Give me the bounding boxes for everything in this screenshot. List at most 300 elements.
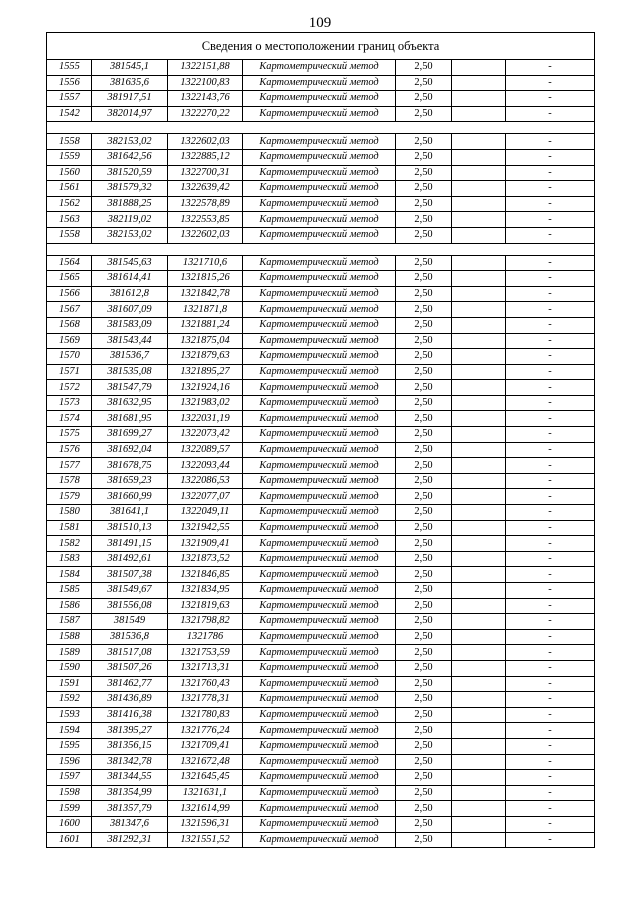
boundary-table	[46, 32, 595, 848]
table-cell: 2,50	[396, 255, 452, 271]
table-cell: 381614,41	[92, 271, 168, 287]
table-row	[47, 598, 595, 614]
table-cell: Картометрический метод	[243, 149, 396, 165]
table-row	[47, 489, 595, 505]
table-cell: 1322602,03	[168, 134, 243, 150]
table-cell: Картометрический метод	[243, 785, 396, 801]
table-row	[47, 645, 595, 661]
table-cell: 1322578,89	[168, 196, 243, 212]
table-row	[47, 536, 595, 552]
table-cell: 2,50	[396, 134, 452, 150]
table-cell: 2,50	[396, 60, 452, 76]
table-cell: 1542	[47, 106, 92, 122]
table-cell: Картометрический метод	[243, 227, 396, 243]
table-cell: 2,50	[396, 411, 452, 427]
table-cell: 381681,95	[92, 411, 168, 427]
table-cell: 381536,8	[92, 629, 168, 645]
table-cell: 1321780,83	[168, 707, 243, 723]
table-cell: Картометрический метод	[243, 458, 396, 474]
table-cell: 1585	[47, 583, 92, 599]
table-cell: 2,50	[396, 598, 452, 614]
table-cell: 2,50	[396, 738, 452, 754]
table-cell: Картометрический метод	[243, 645, 396, 661]
table-cell: 1591	[47, 676, 92, 692]
table-cell: 1556	[47, 75, 92, 91]
table-cell: 1321842,78	[168, 286, 243, 302]
table-cell: 381357,79	[92, 801, 168, 817]
table-cell: 2,50	[396, 614, 452, 630]
table-cell: -	[506, 317, 595, 333]
table-cell	[452, 181, 506, 197]
table-cell: 381520,59	[92, 165, 168, 181]
table-cell: -	[506, 505, 595, 521]
table-cell: 1321881,24	[168, 317, 243, 333]
table-cell	[452, 91, 506, 107]
table-cell	[452, 723, 506, 739]
table-row	[47, 754, 595, 770]
table-cell: 2,50	[396, 380, 452, 396]
table-cell: 1322143,76	[168, 91, 243, 107]
table-title-row	[47, 33, 595, 60]
table-row	[47, 442, 595, 458]
table-cell: 1598	[47, 785, 92, 801]
table-cell: 2,50	[396, 317, 452, 333]
table-cell: 381659,23	[92, 473, 168, 489]
table-cell: Картометрический метод	[243, 91, 396, 107]
table-row	[47, 676, 595, 692]
table-cell: 1555	[47, 60, 92, 76]
table-cell: Картометрический метод	[243, 349, 396, 365]
table-cell: -	[506, 801, 595, 817]
table-cell: 381545,1	[92, 60, 168, 76]
table-cell: Картометрический метод	[243, 801, 396, 817]
table-cell: 2,50	[396, 583, 452, 599]
table-cell: 1322602,03	[168, 227, 243, 243]
table-cell: 381535,08	[92, 364, 168, 380]
table-cell: -	[506, 227, 595, 243]
table-cell: 1566	[47, 286, 92, 302]
table-cell: 1589	[47, 645, 92, 661]
table-cell: 1583	[47, 551, 92, 567]
table-row	[47, 380, 595, 396]
table-cell: -	[506, 427, 595, 443]
table-cell: Картометрический метод	[243, 629, 396, 645]
table-cell: -	[506, 165, 595, 181]
table-row	[47, 75, 595, 91]
table-cell: 1322073,42	[168, 427, 243, 443]
table-cell: 1321875,04	[168, 333, 243, 349]
table-cell	[452, 520, 506, 536]
table-cell: 381692,04	[92, 442, 168, 458]
table-cell: -	[506, 536, 595, 552]
table-row	[47, 317, 595, 333]
table-cell: -	[506, 60, 595, 76]
table-cell: 1321672,48	[168, 754, 243, 770]
table-cell	[452, 271, 506, 287]
table-cell: 381491,15	[92, 536, 168, 552]
table-cell: 1321786	[168, 629, 243, 645]
table-cell: Картометрический метод	[243, 536, 396, 552]
table-cell: 1321753,59	[168, 645, 243, 661]
table-cell: Картометрический метод	[243, 442, 396, 458]
table-cell	[452, 227, 506, 243]
table-cell: Картометрический метод	[243, 692, 396, 708]
table-cell: Картометрический метод	[243, 567, 396, 583]
table-cell: 1570	[47, 349, 92, 365]
table-cell: -	[506, 660, 595, 676]
table-cell: -	[506, 458, 595, 474]
table-cell: 1322639,42	[168, 181, 243, 197]
table-cell: Картометрический метод	[243, 489, 396, 505]
table-row	[47, 271, 595, 287]
table-cell: 2,50	[396, 91, 452, 107]
table-cell: -	[506, 134, 595, 150]
table-cell: -	[506, 349, 595, 365]
table-cell: 2,50	[396, 536, 452, 552]
table-cell: 1575	[47, 427, 92, 443]
table-cell: 2,50	[396, 196, 452, 212]
table-cell: Картометрический метод	[243, 317, 396, 333]
table-cell: 1581	[47, 520, 92, 536]
table-cell: 381642,56	[92, 149, 168, 165]
table-cell: Картометрический метод	[243, 505, 396, 521]
table-cell: Картометрический метод	[243, 286, 396, 302]
table-cell: 1558	[47, 134, 92, 150]
table-cell	[452, 676, 506, 692]
table-cell	[452, 458, 506, 474]
table-row	[47, 567, 595, 583]
table-cell	[452, 692, 506, 708]
table-cell: 1321614,99	[168, 801, 243, 817]
table-cell: 1321834,95	[168, 583, 243, 599]
table-cell: -	[506, 106, 595, 122]
table-cell: 2,50	[396, 645, 452, 661]
table-cell: 2,50	[396, 212, 452, 228]
table-cell: Картометрический метод	[243, 754, 396, 770]
table-cell: Картометрический метод	[243, 255, 396, 271]
table-cell: 381492,61	[92, 551, 168, 567]
table-cell: 1562	[47, 196, 92, 212]
table-cell: 1571	[47, 364, 92, 380]
table-cell: 2,50	[396, 473, 452, 489]
table-row	[47, 181, 595, 197]
table-row	[47, 395, 595, 411]
table-cell: 1568	[47, 317, 92, 333]
table-cell: -	[506, 149, 595, 165]
table-row	[47, 816, 595, 832]
table-cell: Картометрический метод	[243, 271, 396, 287]
table-cell: 381354,99	[92, 785, 168, 801]
table-cell: 2,50	[396, 754, 452, 770]
table-cell: 382153,02	[92, 134, 168, 150]
table-cell	[452, 411, 506, 427]
table-cell: 1322270,22	[168, 106, 243, 122]
table-cell: 1322093,44	[168, 458, 243, 474]
table-row	[47, 770, 595, 786]
table-cell: 2,50	[396, 692, 452, 708]
table-cell: -	[506, 567, 595, 583]
table-cell: 381660,99	[92, 489, 168, 505]
table-cell	[452, 754, 506, 770]
table-cell: 2,50	[396, 149, 452, 165]
table-row	[47, 134, 595, 150]
table-cell: -	[506, 692, 595, 708]
table-row	[47, 427, 595, 443]
table-cell	[452, 816, 506, 832]
table-cell: Картометрический метод	[243, 520, 396, 536]
table-cell: -	[506, 271, 595, 287]
table-cell: 1322089,57	[168, 442, 243, 458]
table-row	[47, 583, 595, 599]
table-cell: 382014,97	[92, 106, 168, 122]
table-cell: 1321776,24	[168, 723, 243, 739]
table-cell	[452, 567, 506, 583]
table-cell: Картометрический метод	[243, 816, 396, 832]
table-cell: -	[506, 489, 595, 505]
table-cell: Картометрический метод	[243, 660, 396, 676]
table-cell: -	[506, 75, 595, 91]
table-cell: -	[506, 832, 595, 848]
table-cell: Картометрический метод	[243, 106, 396, 122]
table-cell: Картометрический метод	[243, 333, 396, 349]
table-cell: 2,50	[396, 505, 452, 521]
table-cell: Картометрический метод	[243, 551, 396, 567]
table-cell: 1321879,63	[168, 349, 243, 365]
table-cell: 381395,27	[92, 723, 168, 739]
table-cell: 1321909,41	[168, 536, 243, 552]
table-cell: Картометрический метод	[243, 181, 396, 197]
table-row	[47, 91, 595, 107]
table-cell: Картометрический метод	[243, 676, 396, 692]
table-cell: 1576	[47, 442, 92, 458]
table-cell: 1561	[47, 181, 92, 197]
table-cell: -	[506, 629, 595, 645]
table-row	[47, 196, 595, 212]
table-cell: Картометрический метод	[243, 614, 396, 630]
table-cell: 1574	[47, 411, 92, 427]
table-cell: Картометрический метод	[243, 75, 396, 91]
table-cell	[452, 255, 506, 271]
table-cell	[452, 770, 506, 786]
table-cell	[452, 134, 506, 150]
table-cell: 1321596,31	[168, 816, 243, 832]
table-cell: -	[506, 302, 595, 318]
table-row	[47, 520, 595, 536]
table-cell: 2,50	[396, 333, 452, 349]
table-cell: Картометрический метод	[243, 832, 396, 848]
table-cell: -	[506, 411, 595, 427]
table-cell: 1587	[47, 614, 92, 630]
table-row	[47, 106, 595, 122]
table-cell: 2,50	[396, 629, 452, 645]
table-cell	[452, 364, 506, 380]
table-cell: Картометрический метод	[243, 427, 396, 443]
table-cell: -	[506, 770, 595, 786]
table-cell: Картометрический метод	[243, 738, 396, 754]
table-cell: 382153,02	[92, 227, 168, 243]
table-cell: 1594	[47, 723, 92, 739]
table-cell: 2,50	[396, 723, 452, 739]
table-cell: 381635,6	[92, 75, 168, 91]
page-number: 109	[308, 15, 332, 31]
table-cell: 2,50	[396, 227, 452, 243]
table-cell: 1321631,1	[168, 785, 243, 801]
table-cell	[452, 75, 506, 91]
table-cell: 2,50	[396, 816, 452, 832]
table-cell: Картометрический метод	[243, 134, 396, 150]
table-cell: Картометрический метод	[243, 364, 396, 380]
table-row	[47, 801, 595, 817]
table-cell	[452, 333, 506, 349]
table-cell: -	[506, 754, 595, 770]
table-cell	[452, 380, 506, 396]
table-cell	[452, 738, 506, 754]
table-cell: 381507,38	[92, 567, 168, 583]
table-cell: 381543,44	[92, 333, 168, 349]
table-cell: 1584	[47, 567, 92, 583]
table-cell: Картометрический метод	[243, 723, 396, 739]
table-cell: 1321983,02	[168, 395, 243, 411]
table-cell: 2,50	[396, 395, 452, 411]
table-cell: 381416,38	[92, 707, 168, 723]
table-cell: -	[506, 181, 595, 197]
table-cell: Картометрический метод	[243, 473, 396, 489]
table-cell: -	[506, 520, 595, 536]
table-cell: 1588	[47, 629, 92, 645]
table-cell: -	[506, 598, 595, 614]
table-row	[47, 551, 595, 567]
table-cell: 1321645,45	[168, 770, 243, 786]
table-cell: 1322100,83	[168, 75, 243, 91]
table-row	[47, 349, 595, 365]
table-cell	[452, 442, 506, 458]
table-cell	[452, 302, 506, 318]
table-cell: -	[506, 255, 595, 271]
table-cell: 1600	[47, 816, 92, 832]
table-cell: -	[506, 395, 595, 411]
table-cell: Картометрический метод	[243, 60, 396, 76]
table-row	[47, 614, 595, 630]
table-cell	[452, 551, 506, 567]
table-cell: 381632,95	[92, 395, 168, 411]
table-cell: 2,50	[396, 489, 452, 505]
table-cell: 1567	[47, 302, 92, 318]
table-cell: 1321895,27	[168, 364, 243, 380]
table-cell: -	[506, 707, 595, 723]
table-row	[47, 227, 595, 243]
table-cell: 1321846,85	[168, 567, 243, 583]
table-row	[47, 692, 595, 708]
table-cell: 1573	[47, 395, 92, 411]
table-title: Сведения о местоположении границ объекта	[47, 33, 595, 60]
table-cell: -	[506, 333, 595, 349]
table-cell: 1557	[47, 91, 92, 107]
table-cell: 2,50	[396, 520, 452, 536]
table-cell: -	[506, 380, 595, 396]
table-cell	[452, 349, 506, 365]
table-cell: -	[506, 738, 595, 754]
table-cell: 1321798,82	[168, 614, 243, 630]
table-cell	[452, 427, 506, 443]
table-cell: 2,50	[396, 458, 452, 474]
table-cell: 1559	[47, 149, 92, 165]
table-cell: 381917,51	[92, 91, 168, 107]
table-cell: 1601	[47, 832, 92, 848]
table-row	[47, 458, 595, 474]
table-cell: 381612,8	[92, 286, 168, 302]
table-cell: 2,50	[396, 106, 452, 122]
table-cell: 1577	[47, 458, 92, 474]
table-cell: Картометрический метод	[243, 411, 396, 427]
table-row	[47, 255, 595, 271]
table-row	[47, 707, 595, 723]
table-cell: 381292,31	[92, 832, 168, 848]
table-row	[47, 785, 595, 801]
table-cell: 2,50	[396, 551, 452, 567]
table-cell: 2,50	[396, 801, 452, 817]
table-cell: -	[506, 676, 595, 692]
table-cell: 1322151,88	[168, 60, 243, 76]
table-cell: 2,50	[396, 442, 452, 458]
table-cell: 2,50	[396, 302, 452, 318]
table-cell	[452, 785, 506, 801]
table-cell: Картометрический метод	[243, 707, 396, 723]
table-cell: 1572	[47, 380, 92, 396]
table-cell	[452, 832, 506, 848]
table-cell: 1321924,16	[168, 380, 243, 396]
table-cell: 1321710,6	[168, 255, 243, 271]
table-cell: -	[506, 442, 595, 458]
table-cell: 381344,55	[92, 770, 168, 786]
table-cell: 1586	[47, 598, 92, 614]
table-cell: 381579,32	[92, 181, 168, 197]
table-cell: 2,50	[396, 349, 452, 365]
table-cell: 2,50	[396, 832, 452, 848]
table-cell: 1321815,26	[168, 271, 243, 287]
table-cell: 2,50	[396, 271, 452, 287]
table-cell: Картометрический метод	[243, 583, 396, 599]
table-cell: -	[506, 785, 595, 801]
table-cell	[452, 598, 506, 614]
table-cell: -	[506, 723, 595, 739]
table-cell: 1578	[47, 473, 92, 489]
table-cell: 1593	[47, 707, 92, 723]
table-cell: 1564	[47, 255, 92, 271]
table-cell: 1322031,19	[168, 411, 243, 427]
table-cell	[452, 149, 506, 165]
group-separator-cell	[47, 122, 595, 134]
table-row	[47, 212, 595, 228]
table-cell: 381356,15	[92, 738, 168, 754]
table-cell: 381547,79	[92, 380, 168, 396]
table-cell: 381549,67	[92, 583, 168, 599]
table-row	[47, 333, 595, 349]
table-cell: 381436,89	[92, 692, 168, 708]
table-row	[47, 302, 595, 318]
table-cell: 381536,7	[92, 349, 168, 365]
table-cell: 1599	[47, 801, 92, 817]
table-cell: 1321760,43	[168, 676, 243, 692]
table-row	[47, 364, 595, 380]
table-cell	[452, 60, 506, 76]
table-cell: 1322077,07	[168, 489, 243, 505]
table-cell: 2,50	[396, 660, 452, 676]
table-cell	[452, 707, 506, 723]
group-separator-cell	[47, 243, 595, 255]
table-cell: Картометрический метод	[243, 770, 396, 786]
table-cell: 1322086,53	[168, 473, 243, 489]
table-cell: 2,50	[396, 676, 452, 692]
